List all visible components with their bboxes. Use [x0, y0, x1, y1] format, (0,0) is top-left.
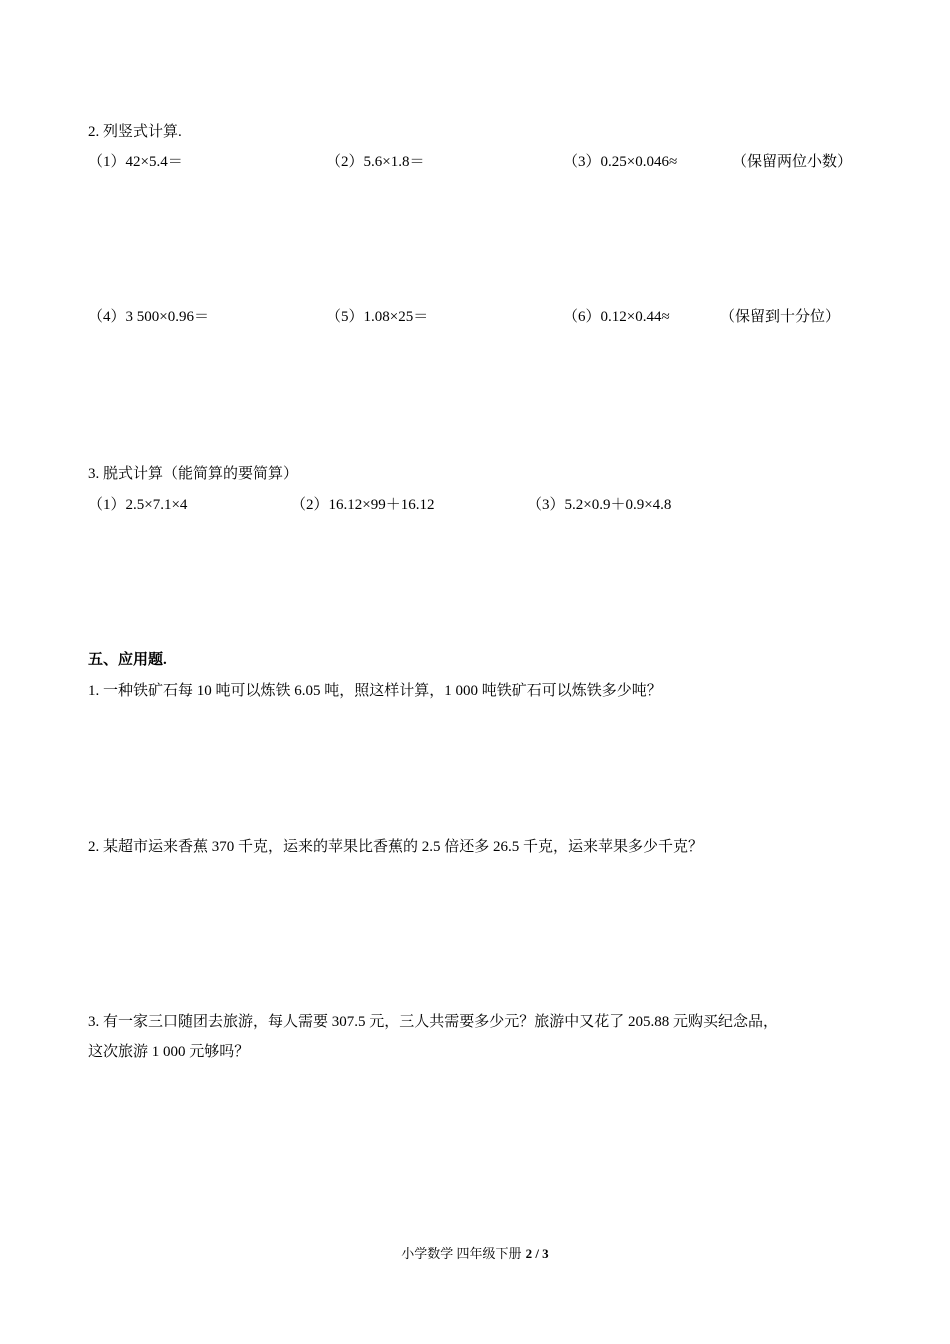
calc-item-6: （6）0.12×0.44≈: [563, 309, 670, 325]
section-5-heading: 五、应用题.: [88, 652, 167, 668]
calc-item-3-note: （保留两位小数）: [732, 154, 853, 170]
calc-item-5: （5）1.08×25＝: [326, 309, 429, 325]
word-problem-3-line-1: 3. 有一家三口随团去旅游，每人需要 307.5 元，三人共需要多少元？旅游中又花了 205.88 元购买纪念品，: [88, 1014, 779, 1030]
word-problem-1: 1. 一种铁矿石每 10 吨可以炼铁 6.05 吨，照这样计算，1 000 吨铁矿石可以炼铁多少吨？: [88, 683, 662, 699]
question-2-title: 2. 列竖式计算.: [88, 124, 182, 140]
calc-item-4: （4）3 500×0.96＝: [88, 309, 209, 325]
simplify-item-3: （3）5.2×0.9＋0.9×4.8: [527, 497, 672, 513]
footer-text: 小学数学 四年级下册: [401, 1246, 522, 1261]
calc-item-2: （2）5.6×1.8＝: [326, 154, 425, 170]
calc-item-6-note: （保留到十分位）: [720, 309, 841, 325]
word-problem-2: 2. 某超市运来香蕉 370 千克，运来的苹果比香蕉的 2.5 倍还多 26.5 千克，运来苹果多少千克？: [88, 839, 704, 855]
page-footer: [0, 1245, 950, 1263]
word-problem-3-line-2: 这次旅游 1 000 元够吗？: [88, 1044, 250, 1060]
page-number: 2 / 3: [525, 1246, 549, 1261]
simplify-item-2: （2）16.12×99＋16.12: [291, 497, 435, 513]
simplify-item-1: （1）2.5×7.1×4: [88, 497, 188, 513]
question-3-title: 3. 脱式计算（能简算的要简算）: [88, 466, 299, 482]
calc-item-3: （3）0.25×0.046≈: [563, 154, 678, 170]
calc-item-1: （1）42×5.4＝: [88, 154, 183, 170]
